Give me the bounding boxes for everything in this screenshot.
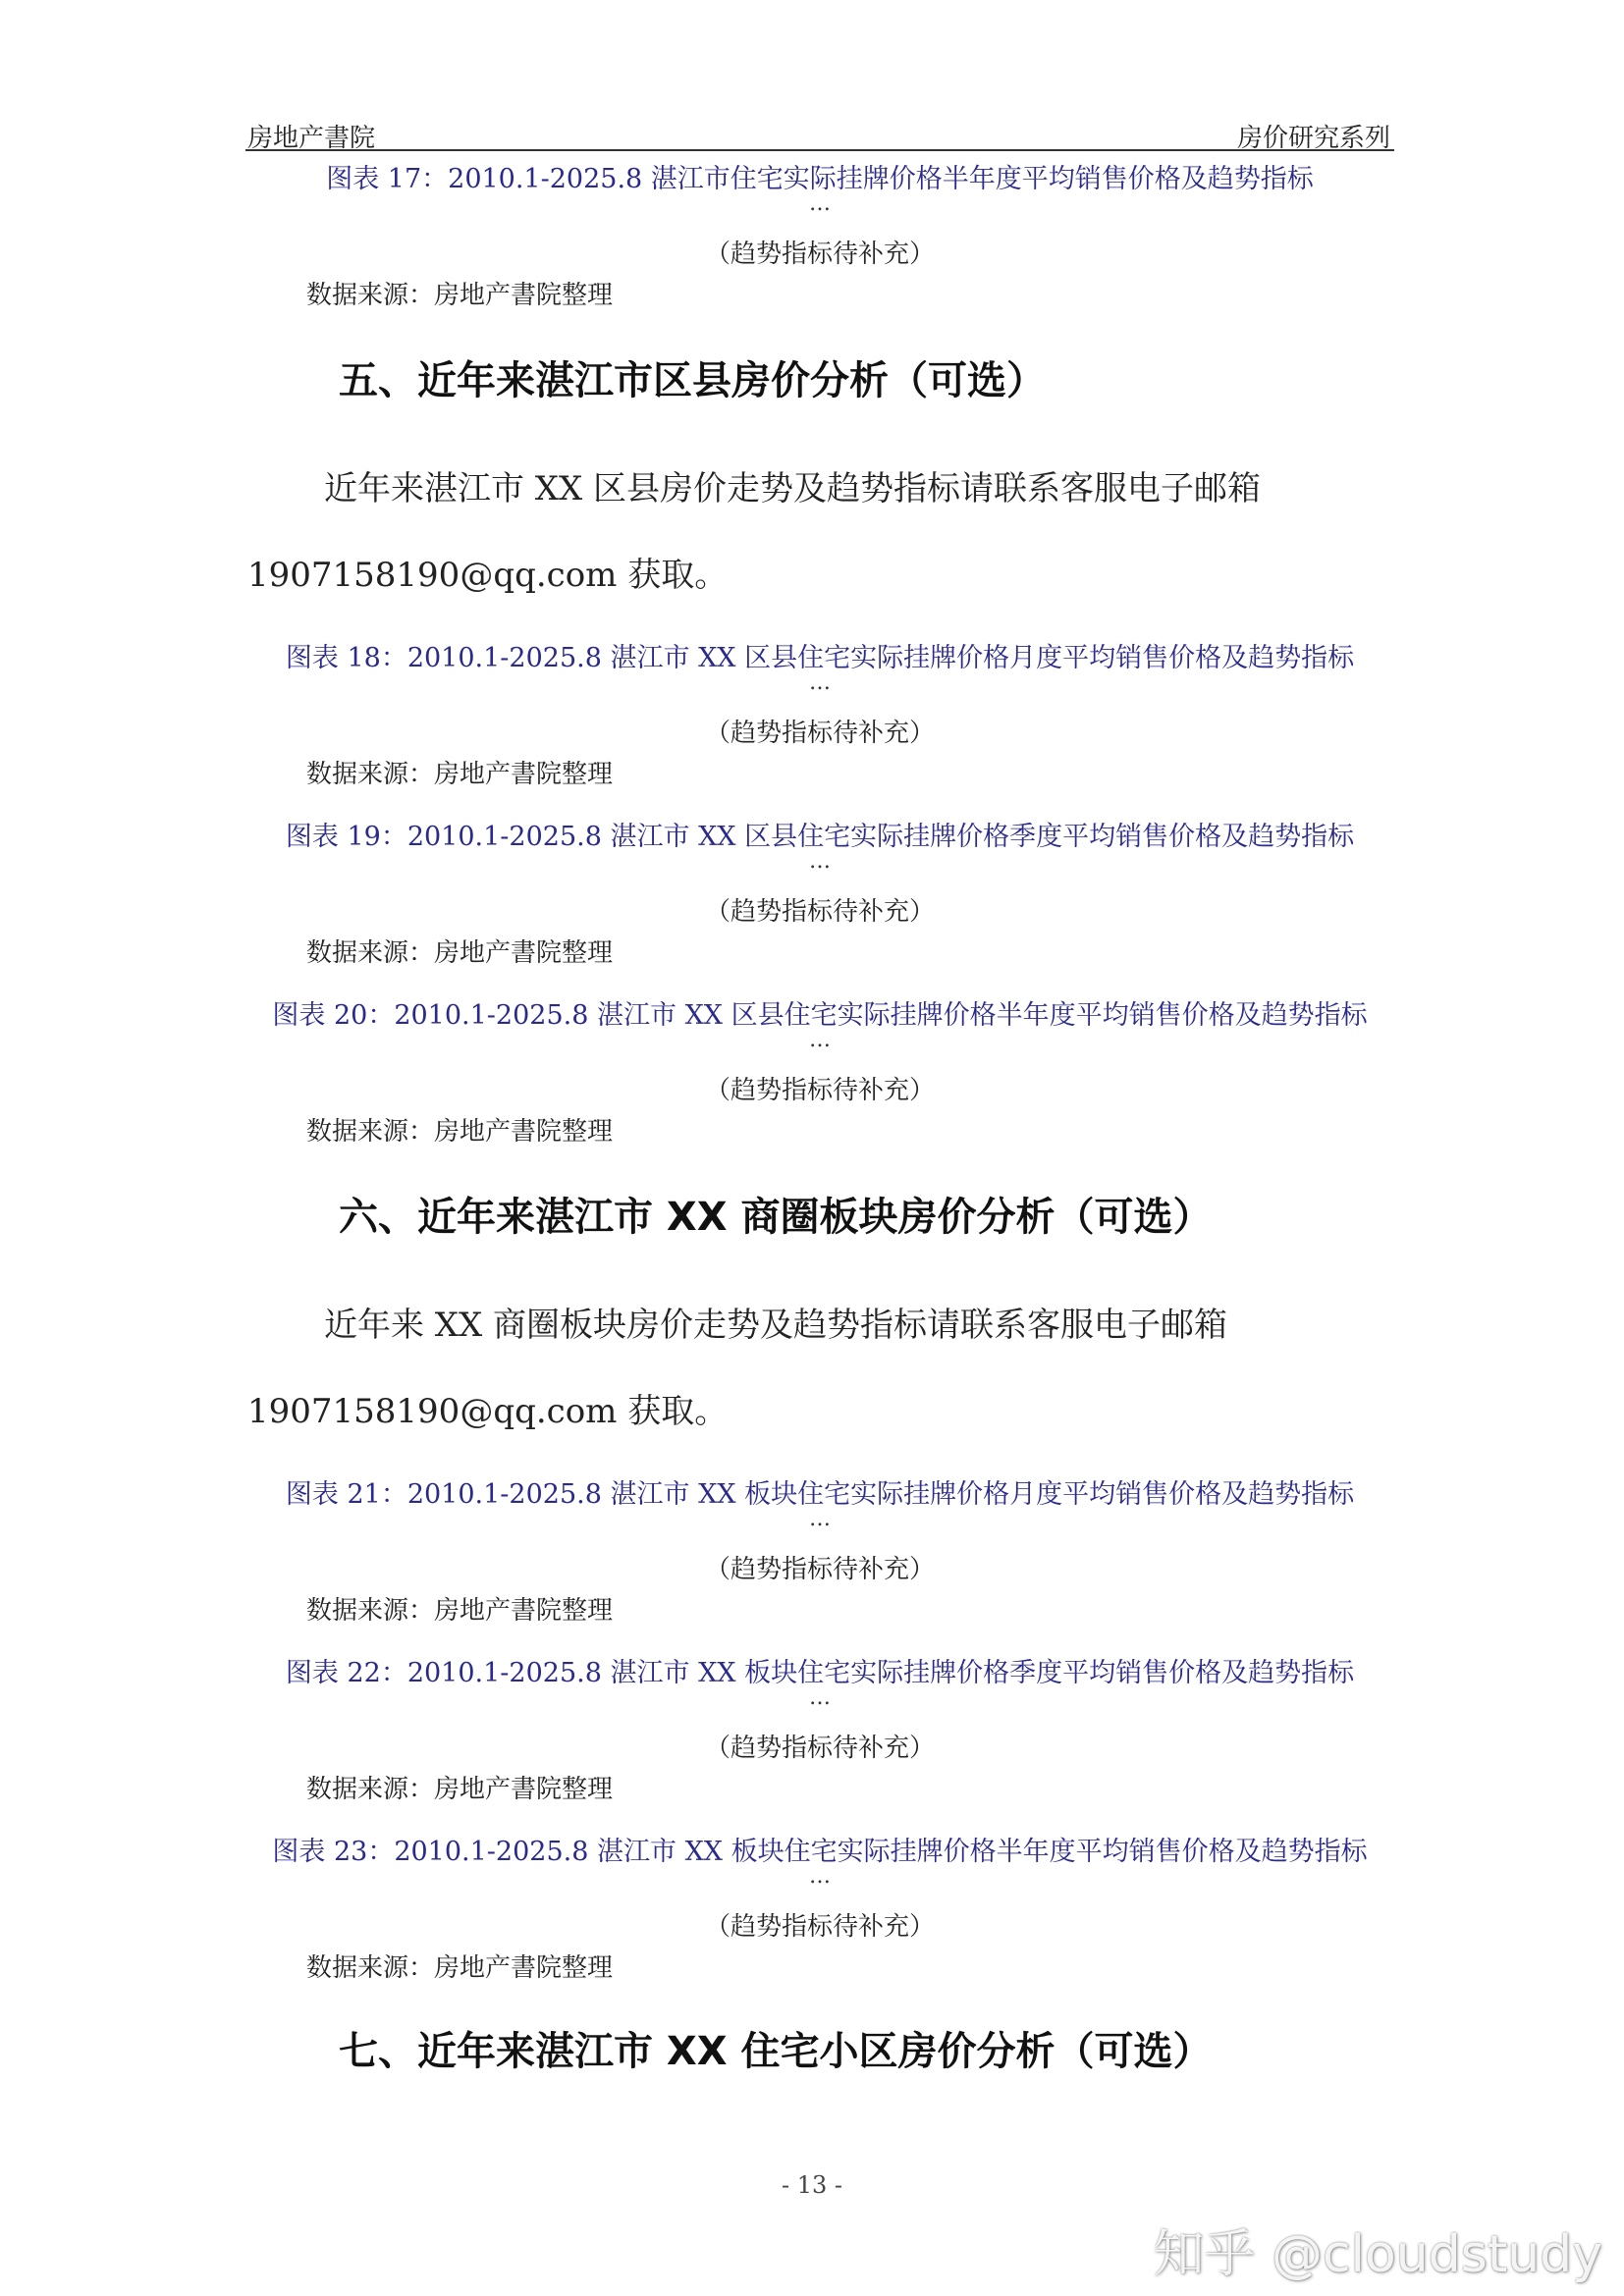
figure-pending-note: （趋势指标待补充） — [704, 240, 935, 269]
section-heading: 七、近年来湛江市 XX 住宅小区房价分析（可选） — [339, 2029, 1213, 2074]
figure-pending-note: （趋势指标待补充） — [704, 1555, 935, 1584]
data-source: 数据来源：房地产書院整理 — [306, 281, 614, 310]
paragraph-line: 1907158190@qq.com 获取。 — [247, 1392, 729, 1431]
figure-caption: 图表 20：2010.1-2025.8 湛江市 XX 区县住宅实际挂牌价格半年度平均销售价格及趋势指标 — [272, 1000, 1368, 1031]
figure-pending-note: （趋势指标待补充） — [704, 1076, 935, 1105]
figure-caption: 图表 17：2010.1-2025.8 湛江市住宅实际挂牌价格半年度平均销售价格及趋势指标 — [326, 164, 1314, 194]
page-header-left: 房地产書院 — [247, 124, 376, 153]
figure-ellipsis: … — [809, 1507, 831, 1531]
figure-caption: 图表 21：2010.1-2025.8 湛江市 XX 板块住宅实际挂牌价格月度平均销售价格及趋势指标 — [285, 1479, 1355, 1510]
figure-caption: 图表 22：2010.1-2025.8 湛江市 XX 板块住宅实际挂牌价格季度平均销售价格及趋势指标 — [285, 1658, 1355, 1688]
header-rule — [245, 149, 1394, 151]
data-source: 数据来源：房地产書院整理 — [306, 1775, 614, 1804]
figure-pending-note: （趋势指标待补充） — [704, 719, 935, 748]
paragraph-line: 近年来 XX 商圈板块房价走势及趋势指标请联系客服电子邮箱 — [324, 1306, 1228, 1345]
section-heading: 六、近年来湛江市 XX 商圈板块房价分析（可选） — [339, 1195, 1213, 1240]
figure-ellipsis: … — [809, 1028, 831, 1052]
figure-pending-note: （趋势指标待补充） — [704, 1912, 935, 1942]
figure-caption: 图表 18：2010.1-2025.8 湛江市 XX 区县住宅实际挂牌价格月度平均销售价格及趋势指标 — [285, 643, 1355, 673]
figure-ellipsis: … — [809, 670, 831, 695]
paragraph-line: 1907158190@qq.com 获取。 — [247, 556, 729, 595]
data-source: 数据来源：房地产書院整理 — [306, 1596, 614, 1626]
data-source: 数据来源：房地产書院整理 — [306, 1953, 614, 1983]
data-source: 数据来源：房地产書院整理 — [306, 938, 614, 968]
section-heading: 五、近年来湛江市区县房价分析（可选） — [339, 358, 1046, 403]
page-header-right: 房价研究系列 — [1236, 124, 1390, 153]
figure-ellipsis: … — [809, 1685, 831, 1710]
data-source: 数据来源：房地产書院整理 — [306, 1117, 614, 1147]
data-source: 数据来源：房地产書院整理 — [306, 760, 614, 789]
figure-ellipsis: … — [809, 191, 831, 216]
figure-caption: 图表 23：2010.1-2025.8 湛江市 XX 板块住宅实际挂牌价格半年度平均销售价格及趋势指标 — [272, 1837, 1368, 1867]
paragraph-line: 近年来湛江市 XX 区县房价走势及趋势指标请联系客服电子邮箱 — [324, 469, 1262, 508]
figure-pending-note: （趋势指标待补充） — [704, 897, 935, 927]
page-number: - 13 - — [781, 2171, 842, 2199]
watermark: 知乎 @cloudstudy — [1153, 2225, 1602, 2284]
figure-ellipsis: … — [809, 849, 831, 874]
figure-pending-note: （趋势指标待补充） — [704, 1734, 935, 1763]
figure-caption: 图表 19：2010.1-2025.8 湛江市 XX 区县住宅实际挂牌价格季度平均销售价格及趋势指标 — [285, 822, 1355, 852]
figure-ellipsis: … — [809, 1864, 831, 1889]
